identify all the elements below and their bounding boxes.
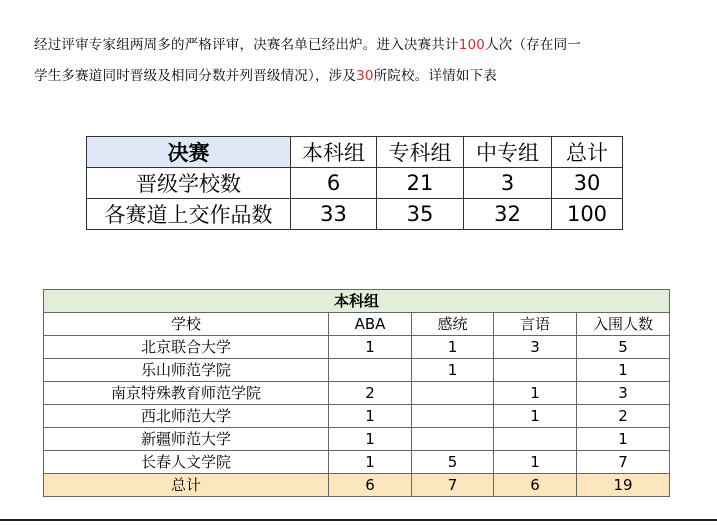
intro-text: 人次（存在同一 (485, 37, 581, 53)
header-cell: 感统 (412, 313, 494, 336)
table-cell: 1 (329, 336, 412, 359)
finals-summary-table (86, 136, 623, 230)
header-cell: 学校 (44, 313, 329, 336)
intro-text: 经过评审专家组两周多的严格评审，决赛名单已经出炉。进入决赛共计 (34, 37, 459, 53)
table-header-row (44, 313, 670, 336)
finalist-count: 100 (458, 37, 486, 53)
table-cell (412, 382, 494, 405)
bottom-divider (0, 519, 717, 521)
table-cell: 5 (412, 451, 494, 474)
table-cell (494, 428, 577, 451)
table-cell: 3 (577, 382, 670, 405)
table-row (44, 359, 670, 382)
table-row (44, 451, 670, 474)
school-name: 北京联合大学 (44, 336, 329, 359)
table-cell (494, 359, 577, 382)
header-cell: 中专组 (464, 137, 552, 168)
table-cell: 1 (494, 382, 577, 405)
table-row (44, 405, 670, 428)
table-cell (412, 428, 494, 451)
table-cell: 32 (464, 199, 552, 230)
table-cell: 1 (494, 405, 577, 428)
table-cell: 7 (412, 474, 494, 497)
school-name: 长春人文学院 (44, 451, 329, 474)
header-cell: 总计 (552, 137, 623, 168)
table-cell: 2 (577, 405, 670, 428)
header-cell: 决赛 (87, 137, 291, 168)
table-cell: 5 (577, 336, 670, 359)
table-cell: 6 (329, 474, 412, 497)
header-cell: 入围人数 (577, 313, 670, 336)
table-row (44, 382, 670, 405)
total-row (44, 474, 670, 497)
table-cell: 35 (377, 199, 464, 230)
table-row (87, 168, 623, 199)
header-cell: 本科组 (291, 137, 377, 168)
table-cell: 3 (494, 336, 577, 359)
table-cell (329, 359, 412, 382)
table-cell: 33 (291, 199, 377, 230)
intro-text: 学生多赛道同时晋级及相同分数并列晋级情况），涉及 (34, 68, 357, 84)
school-count: 30 (356, 68, 374, 84)
table-cell: 6 (291, 168, 377, 199)
table-cell (412, 405, 494, 428)
table-cell: 1 (577, 359, 670, 382)
intro-text: 所院校。详情如下表 (373, 68, 497, 84)
table-cell: 21 (377, 168, 464, 199)
table-row (44, 336, 670, 359)
table-cell: 3 (464, 168, 552, 199)
school-name: 南京特殊教育师范学院 (44, 382, 329, 405)
header-cell: 专科组 (377, 137, 464, 168)
table-cell: 100 (552, 199, 623, 230)
table-cell: 7 (577, 451, 670, 474)
table-cell: 1 (412, 336, 494, 359)
table-cell: 19 (577, 474, 670, 497)
school-name: 新疆师范大学 (44, 428, 329, 451)
table-cell: 30 (552, 168, 623, 199)
group-title: 本科组 (44, 290, 670, 313)
table-row (87, 199, 623, 230)
intro-paragraph (34, 30, 694, 92)
table-cell: 1 (329, 451, 412, 474)
table-row (44, 428, 670, 451)
row-label: 晋级学校数 (87, 168, 291, 199)
table-cell: 6 (494, 474, 577, 497)
school-name: 西北师范大学 (44, 405, 329, 428)
table-header-row (87, 137, 623, 168)
total-label: 总计 (44, 474, 329, 497)
group-title-row (44, 290, 670, 313)
header-cell: 言语 (494, 313, 577, 336)
row-label: 各赛道上交作品数 (87, 199, 291, 230)
school-name: 乐山师范学院 (44, 359, 329, 382)
table-cell: 1 (494, 451, 577, 474)
table-cell: 1 (329, 405, 412, 428)
table-cell: 2 (329, 382, 412, 405)
undergraduate-detail-table (43, 289, 670, 497)
table-cell: 1 (577, 428, 670, 451)
table-cell: 1 (412, 359, 494, 382)
header-cell: ABA (329, 313, 412, 336)
table-cell: 1 (329, 428, 412, 451)
